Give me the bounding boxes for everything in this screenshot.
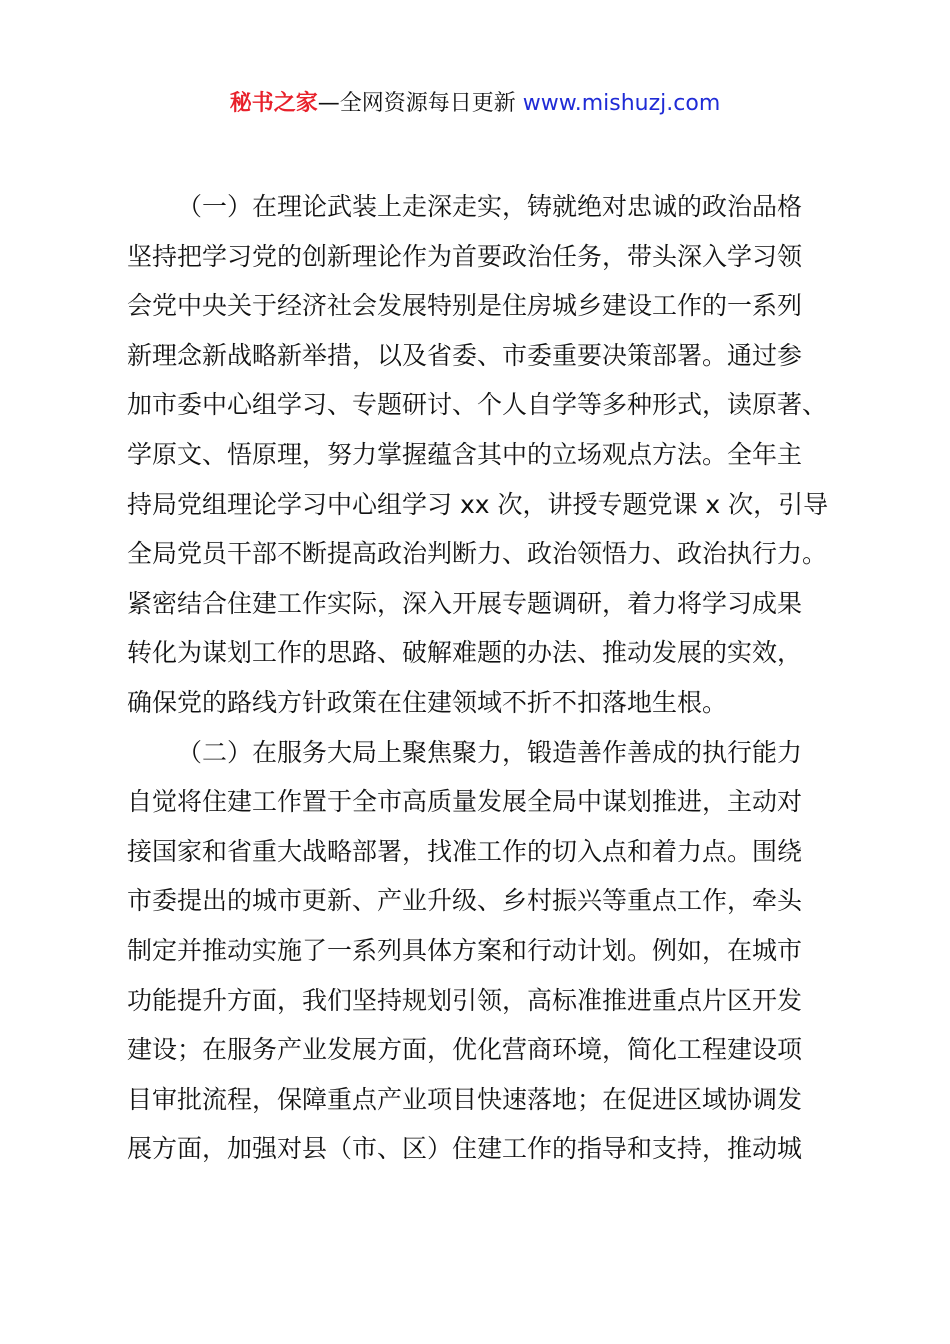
paragraph-line: 坚持把学习党的创新理论作为首要政治任务，带头深入学习领 (127, 241, 803, 271)
site-header (0, 88, 950, 120)
paragraph-line: 接国家和省重大战略部署，找准工作的切入点和着力点。围绕 (127, 836, 803, 866)
paragraph-line: 功能提升方面，我们坚持规划引领，高标准推进重点片区开发 (127, 985, 803, 1015)
paragraph-line: 学原文、悟原理，努力掌握蕴含其中的立场观点方法。全年主 (127, 439, 803, 469)
paragraph-line: 制定并推动实施了一系列具体方案和行动计划。例如，在城市 (127, 935, 803, 965)
section-heading-line: （一）在理论武装上走深走实，铸就绝对忠诚的政治品格 (177, 192, 803, 221)
site-tagline: —全网资源每日更新 (317, 91, 523, 116)
paragraph-line: 持局党组理论学习中心组学习 xx 次，讲授专题党课 x 次，引导 (127, 489, 829, 519)
paragraph-line: 确保党的路线方针政策在住建领域不折不扣落地生根。 (127, 687, 728, 717)
paragraph-line: 展方面，加强对县（市、区）住建工作的指导和支持，推动城 (127, 1134, 803, 1164)
paragraph-line: 目审批流程，保障重点产业项目快速落地；在促进区域协调发 (127, 1084, 803, 1114)
paragraph-line: 全局党员干部不断提高政治判断力、政治领悟力、政治执行力。 (127, 539, 828, 569)
paragraph-line: 新理念新战略新举措，以及省委、市委重要决策部署。通过参 (127, 340, 803, 370)
paragraph-line: 加市委中心组学习、专题研讨、个人自学等多种形式，读原著、 (127, 390, 828, 420)
paragraph-line: 会党中央关于经济社会发展特别是住房城乡建设工作的一系列 (127, 291, 803, 321)
site-brand: 秘书之家 (229, 91, 318, 116)
section-heading-line: （二）在服务大局上聚焦聚力，锻造善作善成的执行能力 (177, 737, 803, 767)
site-url-link[interactable]: www.mishuzj.com (522, 91, 721, 116)
paragraph-line: 自觉将住建工作置于全市高质量发展全局中谋划推进，主动对 (127, 787, 803, 817)
paragraph-line: 市委提出的城市更新、产业升级、乡村振兴等重点工作，牵头 (127, 886, 803, 916)
paragraph-line: 建设；在服务产业发展方面，优化营商环境，简化工程建设项 (127, 1035, 803, 1065)
paragraph-line: 紧密结合住建工作实际，深入开展专题调研，着力将学习成果 (127, 588, 803, 618)
document-body (127, 182, 847, 1174)
paragraph-line: 转化为谋划工作的思路、破解难题的办法、推动发展的实效， (127, 638, 803, 668)
